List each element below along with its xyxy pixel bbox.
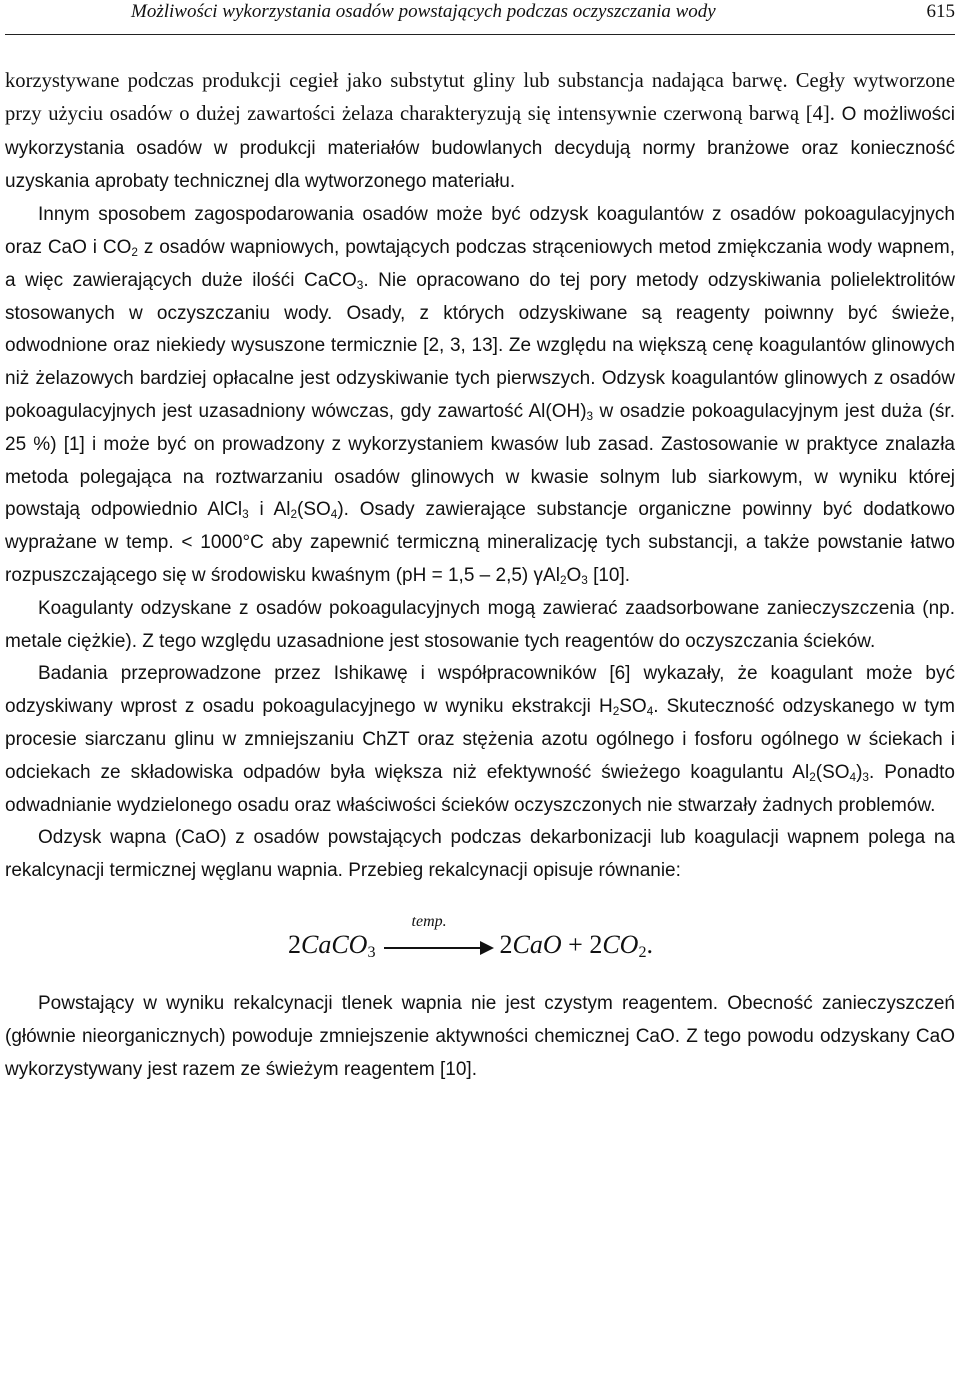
eq-rhs2-coefficient: 2 bbox=[589, 929, 603, 959]
reaction-arrow-head bbox=[480, 941, 494, 955]
p2-sub-6: 4 bbox=[330, 508, 338, 522]
p2-text-9: [10]. bbox=[587, 564, 631, 586]
p4-sub-5: 3 bbox=[862, 770, 869, 784]
running-header bbox=[0, 0, 960, 26]
header-rule bbox=[5, 34, 955, 35]
eq-rhs1-coefficient: 2 bbox=[499, 929, 513, 959]
calcination-equation bbox=[5, 888, 955, 988]
eq-plus: + bbox=[561, 929, 590, 959]
p4-text-1: Badania przeprowadzone przez Ishikawę i współpracowników [6] wykazały, że koagulant może być odzyskiwany wprost z osadu pokoagulacyjnego w wyniku ekstrakcji H bbox=[5, 663, 955, 718]
p2-sub-1: 2 bbox=[131, 245, 138, 259]
eq-rhs1-formula: CaO bbox=[512, 929, 562, 959]
p2-sub-2: 3 bbox=[356, 278, 364, 292]
p2-sub-5: 2 bbox=[290, 508, 297, 522]
p4-text-6: . Ponadto odwadnianie wydzielonego osadu oraz właściwości ścieków oczyszczonych nie stwarzały żadnych problemów. bbox=[5, 761, 955, 816]
eq-end: . bbox=[646, 929, 654, 959]
p4-text-3: . Skuteczność odzyskanego w tym procesie siarczanu glinu w zmniejszaniu ChZT oraz stężenia azotu ogólnego i fosforu ogólnego w ściekach i odciekach ze składowiska odpadów była większa niż efektywność świeżego koagulantu Al bbox=[5, 696, 955, 783]
p2-sub-8: 3 bbox=[581, 573, 588, 587]
p2-text-6: (SO bbox=[297, 499, 331, 521]
eq-rhs2-formula: CO bbox=[602, 929, 639, 959]
paragraph-3 bbox=[5, 593, 955, 659]
paragraph-5 bbox=[5, 822, 955, 888]
p3-text: Koagulanty odzyskane z osadów pokoagulacyjnych mogą zawierać zaadsorbowane zanieczyszczenia (np. metale ciężkie). Z tego względu uzasadnione jest stosowanie tych reagentów do oczyszczania ścieków. bbox=[5, 597, 955, 652]
p2-text-7: ). Osady zawierające substancje organiczne powinny być dodatkowo wyprażane w temp. < 1000°C aby zapewnić termiczną mineralizację tych substancji, a także powstanie łatwo rozpuszczającego się w środowisku kwaśnym (pH = 1,5 – 2,5) γAl bbox=[5, 499, 955, 586]
page-number: 615 bbox=[926, 1, 955, 22]
p4-text-5: ) bbox=[856, 761, 863, 783]
eq-arrow-label: temp. bbox=[411, 912, 447, 930]
p2-text-4: w osadzie pokoagulacyjnym jest duża (śr. 25 %) [1] i może być on prowadzony z wykorzystaniem kwasów lub zasad. Zastosowanie w praktyce znalazła metoda polegająca na roztwarzaniu osadów glinowych w kwasie solnym lub siarkowym, w wyniku której powstają odpowiednio AlCl bbox=[5, 400, 955, 521]
p2-text-2: z osadów wapniowych, powtających podczas strąceniowych metod zmiękczania wody wapnem, a więc zawierających duże ilośći CaCO bbox=[5, 236, 955, 291]
paragraph-6 bbox=[5, 988, 955, 1086]
p2-sub-7: 2 bbox=[559, 573, 567, 587]
paragraph-4 bbox=[5, 658, 955, 822]
eq-lhs-subscript: 3 bbox=[367, 943, 376, 961]
p4-sub-3: 2 bbox=[809, 770, 816, 784]
p6-text: Powstający w wyniku rekalcynacji tlenek wapnia nie jest czystym reagentem. Obecność zanieczyszczeń (głównie nieorganicznych) powoduje zmniejszenie aktywności chemicznej CaO. Z tego powodu odzyskany CaO wykorzystywany jest razem ze świeżym reagentem [10]. bbox=[5, 992, 955, 1080]
p2-text-8: O bbox=[566, 564, 582, 586]
paragraph-1-text-a: korzystywane podczas produkcji cegieł jako substytut gliny lub substancja nadająca barwę. Cegły wytworzone przy użyciu osadów o dużej zawartości żelaza charakteryzują się intensywnie czerwoną barwą [4]. bbox=[5, 70, 955, 125]
p4-sub-1: 2 bbox=[612, 705, 620, 719]
paragraph-2 bbox=[5, 199, 955, 593]
p4-sub-4: 4 bbox=[849, 770, 857, 784]
paragraph-1 bbox=[5, 65, 955, 199]
reaction-arrow-icon bbox=[382, 912, 494, 957]
article-body bbox=[5, 65, 955, 1086]
reaction-arrow-shaft bbox=[384, 947, 482, 949]
p4-text-4: (SO bbox=[815, 761, 850, 783]
equation-body bbox=[288, 912, 654, 961]
p2-text-3: . Nie opracowano do tej pory metody odzyskiwania polielektrolitów stosowanych w oczyszczaniu wody. Osady, z których odzyskiwane są reagenty poiwnny być świeże, odwodnione oraz niekiedy wysuszone termicznie [2, 3, 13]. Ze względu na większą cenę koagulantów glinowych niż żelazowych bardziej opłacalne jest odzyskiwanie tych pierwszych. Odzysk koagulantów glinowych z osadów pokoagulacyjnych jest uzasadniony wówczas, gdy zawartość Al(OH) bbox=[5, 269, 955, 422]
eq-lhs-formula: CaCO bbox=[301, 929, 368, 959]
p4-sub-2: 4 bbox=[646, 705, 654, 719]
running-title: Możliwości wykorzystania osadów powstających podczas oczyszczania wody bbox=[131, 1, 716, 22]
p2-sub-3: 3 bbox=[586, 409, 594, 423]
p2-sub-4: 3 bbox=[242, 508, 249, 522]
p4-text-2: SO bbox=[619, 696, 647, 718]
p2-text-5: i Al bbox=[248, 499, 291, 521]
eq-lhs-coefficient: 2 bbox=[288, 929, 301, 959]
eq-rhs2-subscript: 2 bbox=[638, 943, 647, 961]
paragraph-1-text-b: O możliwości wykorzystania osadów w produkcji materiałów budowlanych decydują normy branżowe oraz konieczność uzyskania aprobaty technicznej dla wytworzonego materiału. bbox=[5, 103, 955, 193]
p5-text: Odzysk wapna (CaO) z osadów powstających podczas dekarbonizacji lub koagulacji wapnem polega na rekalcynacji termicznej węglanu wapnia. Przebieg rekalcynacji opisuje równanie: bbox=[5, 827, 955, 882]
p2-text-1: Innym sposobem zagospodarowania osadów może być odzysk koagulantów z osadów pokoagulacyjnych oraz CaO i CO bbox=[5, 204, 955, 258]
